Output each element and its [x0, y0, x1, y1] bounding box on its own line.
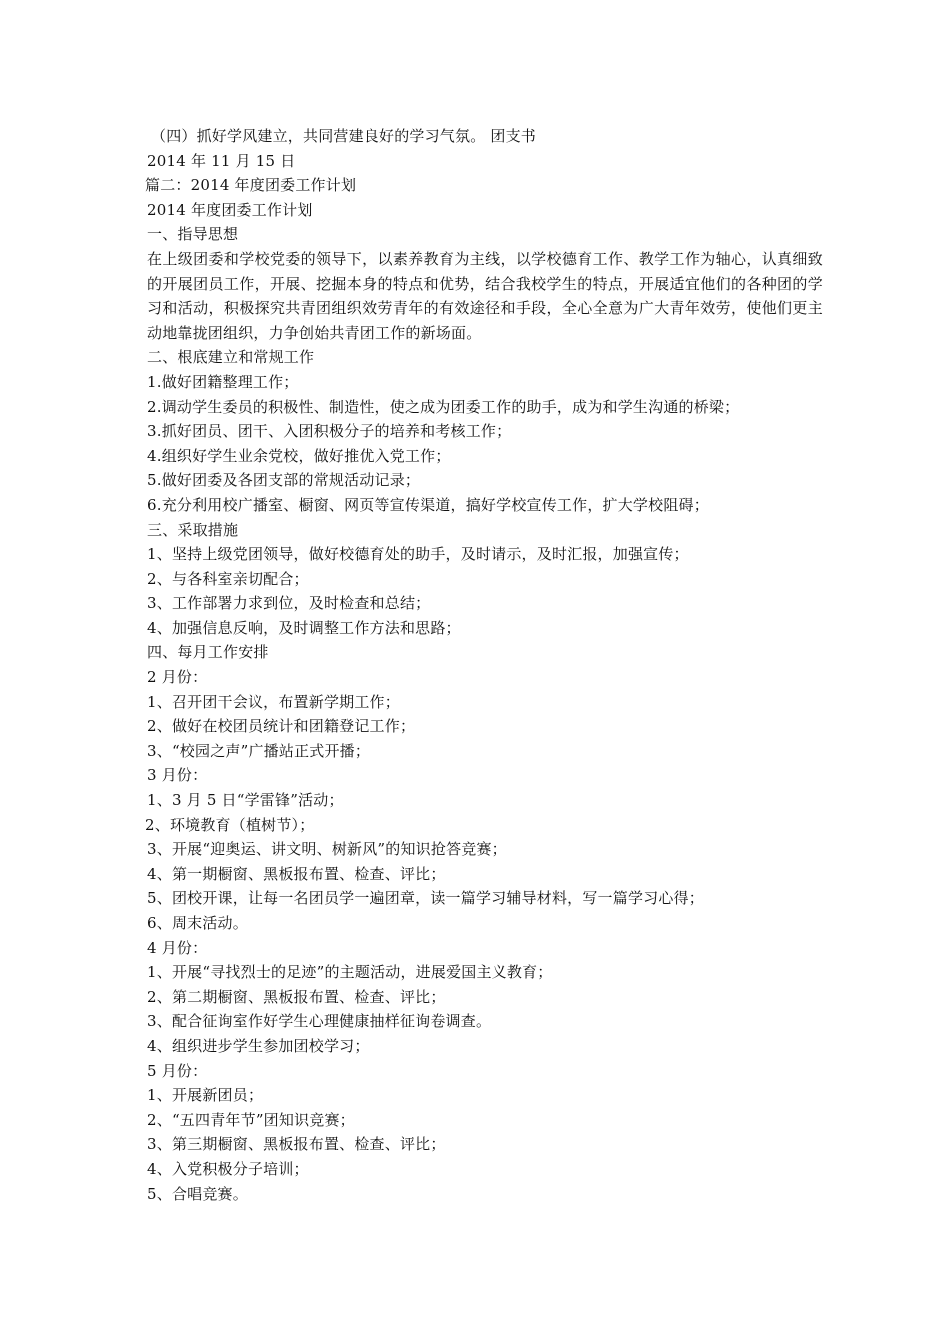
list-item: 1、开展新团员；: [147, 1086, 264, 1105]
list-item: 3、工作部署力求到位，及时检查和总结；: [147, 594, 431, 613]
list-item: 3、配合征询室作好学生心理健康抽样征询卷调查。: [147, 1012, 492, 1031]
list-item: 4、组织进步学生参加团校学习；: [147, 1036, 370, 1055]
list-item: 2、做好在校团员统计和团籍登记工作；: [147, 717, 416, 736]
heading: 二、根底建立和常规工作: [147, 348, 315, 367]
list-item: 2、环境教育（植树节）；: [145, 815, 315, 834]
list-item: 3、“校园之声”广播站正式开播；: [147, 741, 371, 760]
list-item: 2、与各科室亲切配合；: [147, 569, 309, 588]
list-item: 3、第三期橱窗、黑板报布置、检查、评比；: [147, 1135, 446, 1154]
list-item: 1、召开团干会议，布置新学期工作；: [147, 692, 400, 711]
paragraph: 在上级团委和学校党委的领导下，以素养教育为主线，以学校德育工作、教学工作为轴心，认真细致的开展团员工作，开展、挖掘本身的特点和优势，结合我校学生的特点，开展适宜他们的各种团的学习和活动，积极探究共青团组织效劳青年的有效途径和手段，全心全意为广大青年效劳，使他们更主动地靠拢团组织，力争创始共青团工作的新场面。: [147, 249, 823, 342]
month-heading: 2 月份：: [147, 668, 208, 687]
heading: 一、指导思想: [147, 225, 239, 244]
list-item: 2、第二期橱窗、黑板报布置、检查、评比；: [147, 987, 446, 1006]
text-line: （四）抓好学风建立，共同营建良好的学习气氛。 团支书: [151, 127, 536, 145]
month-heading: 5 月份：: [147, 1061, 208, 1080]
list-item: 6、周末活动。: [147, 914, 248, 932]
list-item: 4、入党积极分子培训；: [147, 1159, 309, 1178]
list-item: 1、开展“寻找烈士的足迹”的主题活动，进展爱国主义教育；: [147, 963, 553, 982]
list-item: 2.调动学生委员的积极性、制造性，使之成为团委工作的助手，成为和学生沟通的桥梁；: [147, 397, 740, 416]
month-heading: 4 月份：: [147, 938, 208, 957]
list-item: 4、加强信息反响，及时调整工作方法和思路；: [147, 618, 461, 637]
document-title: 2014 年度团委工作计划: [147, 200, 313, 219]
heading: 四、每月工作安排: [147, 643, 269, 662]
list-item: 1、3 月 5 日“学雷锋”活动；: [147, 791, 344, 810]
list-item: 3.抓好团员、团干、入团积极分子的培养和考核工作；: [147, 422, 512, 441]
list-item: 5、合唱竞赛。: [147, 1184, 248, 1203]
date-line: 2014 年 11 月 15 日: [147, 151, 296, 170]
heading: 三、采取措施: [147, 520, 239, 539]
list-item: 4、第一期橱窗、黑板报布置、检查、评比；: [147, 864, 446, 883]
list-item: 6.充分利用校广播室、橱窗、网页等宣传渠道，搞好学校宣传工作，扩大学校阻碍；: [147, 495, 709, 514]
list-item: 5、团校开课，让每一名团员学一遍团章，读一篇学习辅导材料，写一篇学习心得；: [147, 889, 704, 908]
list-item: 3、开展“迎奥运、讲文明、树新风”的知识抢答竞赛；: [147, 840, 507, 859]
section-title: 篇二：2014 年度团委工作计划: [145, 176, 357, 195]
list-item: 1.做好团籍整理工作；: [147, 372, 299, 391]
month-heading: 3 月份：: [147, 766, 208, 785]
list-item: 1、坚持上级党团领导，做好校德育处的助手，及时请示，及时汇报，加强宣传；: [147, 545, 689, 564]
list-item: 5.做好团委及各团支部的常规活动记录；: [147, 471, 421, 490]
list-item: 4.组织好学生业余党校，做好推优入党工作；: [147, 446, 451, 465]
list-item: 2、“五四青年节”团知识竞赛；: [147, 1110, 355, 1129]
document-page: [145, 124, 825, 1206]
